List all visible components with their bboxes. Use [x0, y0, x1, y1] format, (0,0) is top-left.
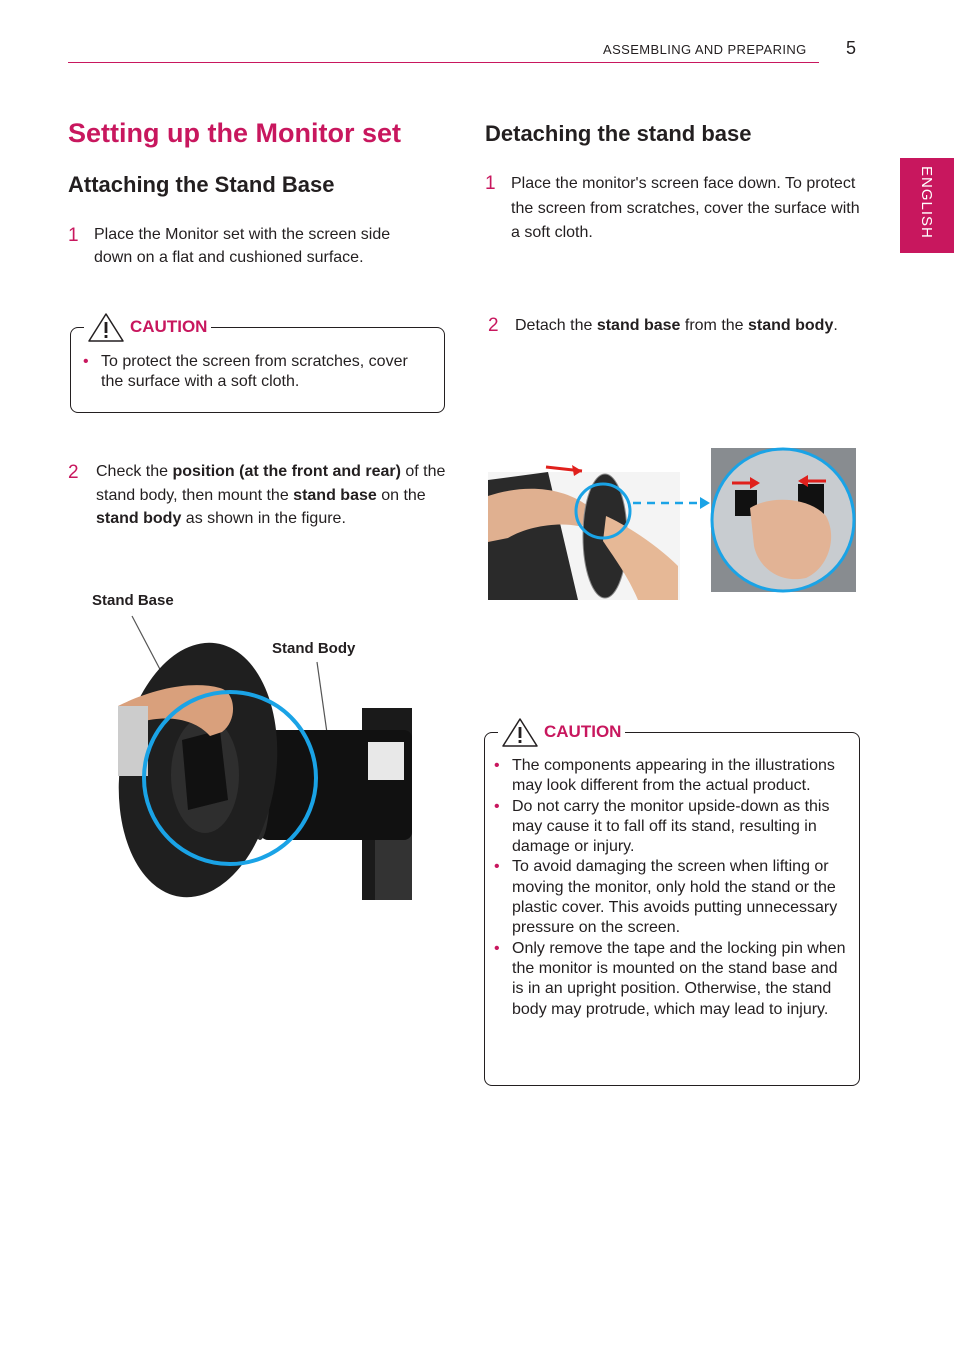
step2-text-part: as shown in the figure. — [181, 510, 346, 527]
detach-step2-number: 2 — [488, 315, 499, 336]
attach-step1-number: 1 — [68, 225, 79, 246]
page-title: Setting up the Monitor set — [68, 118, 401, 148]
page-number: 5 — [846, 38, 857, 58]
step2-text-part: on the — [376, 486, 426, 504]
warning-triangle-icon — [500, 716, 540, 748]
warning-triangle-icon — [86, 311, 126, 343]
caution-header-attach — [84, 311, 211, 343]
figure-label-stand-base: Stand Base — [92, 592, 174, 609]
attach-step2-number: 2 — [68, 462, 79, 483]
detach-bold-stand-base: stand base — [596, 317, 681, 334]
section-title-attaching: Attaching the Stand Base — [68, 172, 335, 197]
detach-text-part: . — [833, 317, 838, 334]
detach-step1-number: 1 — [485, 173, 496, 194]
section-title-detaching: Detaching the stand base — [485, 121, 752, 146]
caution-item: • Do not carry the monitor upside-down as this may cause it to fall off its stand, resulting in damage or injury. — [491, 797, 846, 858]
detach-text-part: from the — [680, 317, 748, 334]
caution-item: • To protect the screen from scratches, cover the surface with a soft cloth. — [80, 352, 425, 393]
detach-step1-text: Place the monitor's screen face down. To protect the screen from scratches, cover the surface with a soft cloth. — [511, 175, 860, 241]
caution-list-detach — [491, 756, 846, 1020]
attach-step2-text — [96, 460, 446, 531]
caution-header-detach — [498, 716, 625, 748]
attach-stand-figure — [110, 610, 420, 902]
caution-item: • The components appearing in the illustrations may look different from the actual product. — [491, 756, 846, 797]
caution-item: • To avoid damaging the screen when lifting or moving the monitor, only hold the stand or the plastic cover. This avoids putting unnecessary pressure on the screen. — [491, 857, 846, 938]
caution-label: CAUTION — [130, 317, 208, 336]
detach-bold-stand-body: stand body — [748, 317, 834, 334]
section-header: ASSEMBLING AND PREPARING — [603, 42, 807, 57]
step2-bold-stand-body: stand body — [96, 510, 182, 527]
step2-text-part: Check the — [96, 463, 173, 480]
language-tab-label: ENGLISH — [918, 166, 935, 239]
detach-text-part: Detach the — [515, 317, 597, 334]
caution-label: CAUTION — [544, 722, 622, 741]
attach-step1-text: Place the Monitor set with the screen side down on a flat and cushioned surface. — [94, 226, 391, 266]
caution-list-attach — [80, 352, 425, 393]
step2-bold-position: position (at the front and rear) — [172, 463, 401, 480]
detach-step2-text — [515, 314, 865, 337]
step2-bold-stand-base: stand base — [293, 486, 377, 504]
caution-item: • Only remove the tape and the locking pin when the monitor is mounted on the stand base and is in an upright position. Otherwise, the stand body may protrude, which may lead to injury. — [491, 939, 846, 1020]
header-rule — [68, 62, 819, 63]
language-tab — [900, 158, 954, 253]
step2-text-part: of the stand body, then mount the — [96, 463, 446, 504]
figure-label-stand-body: Stand Body — [272, 640, 356, 657]
detach-stand-figure — [488, 446, 858, 602]
